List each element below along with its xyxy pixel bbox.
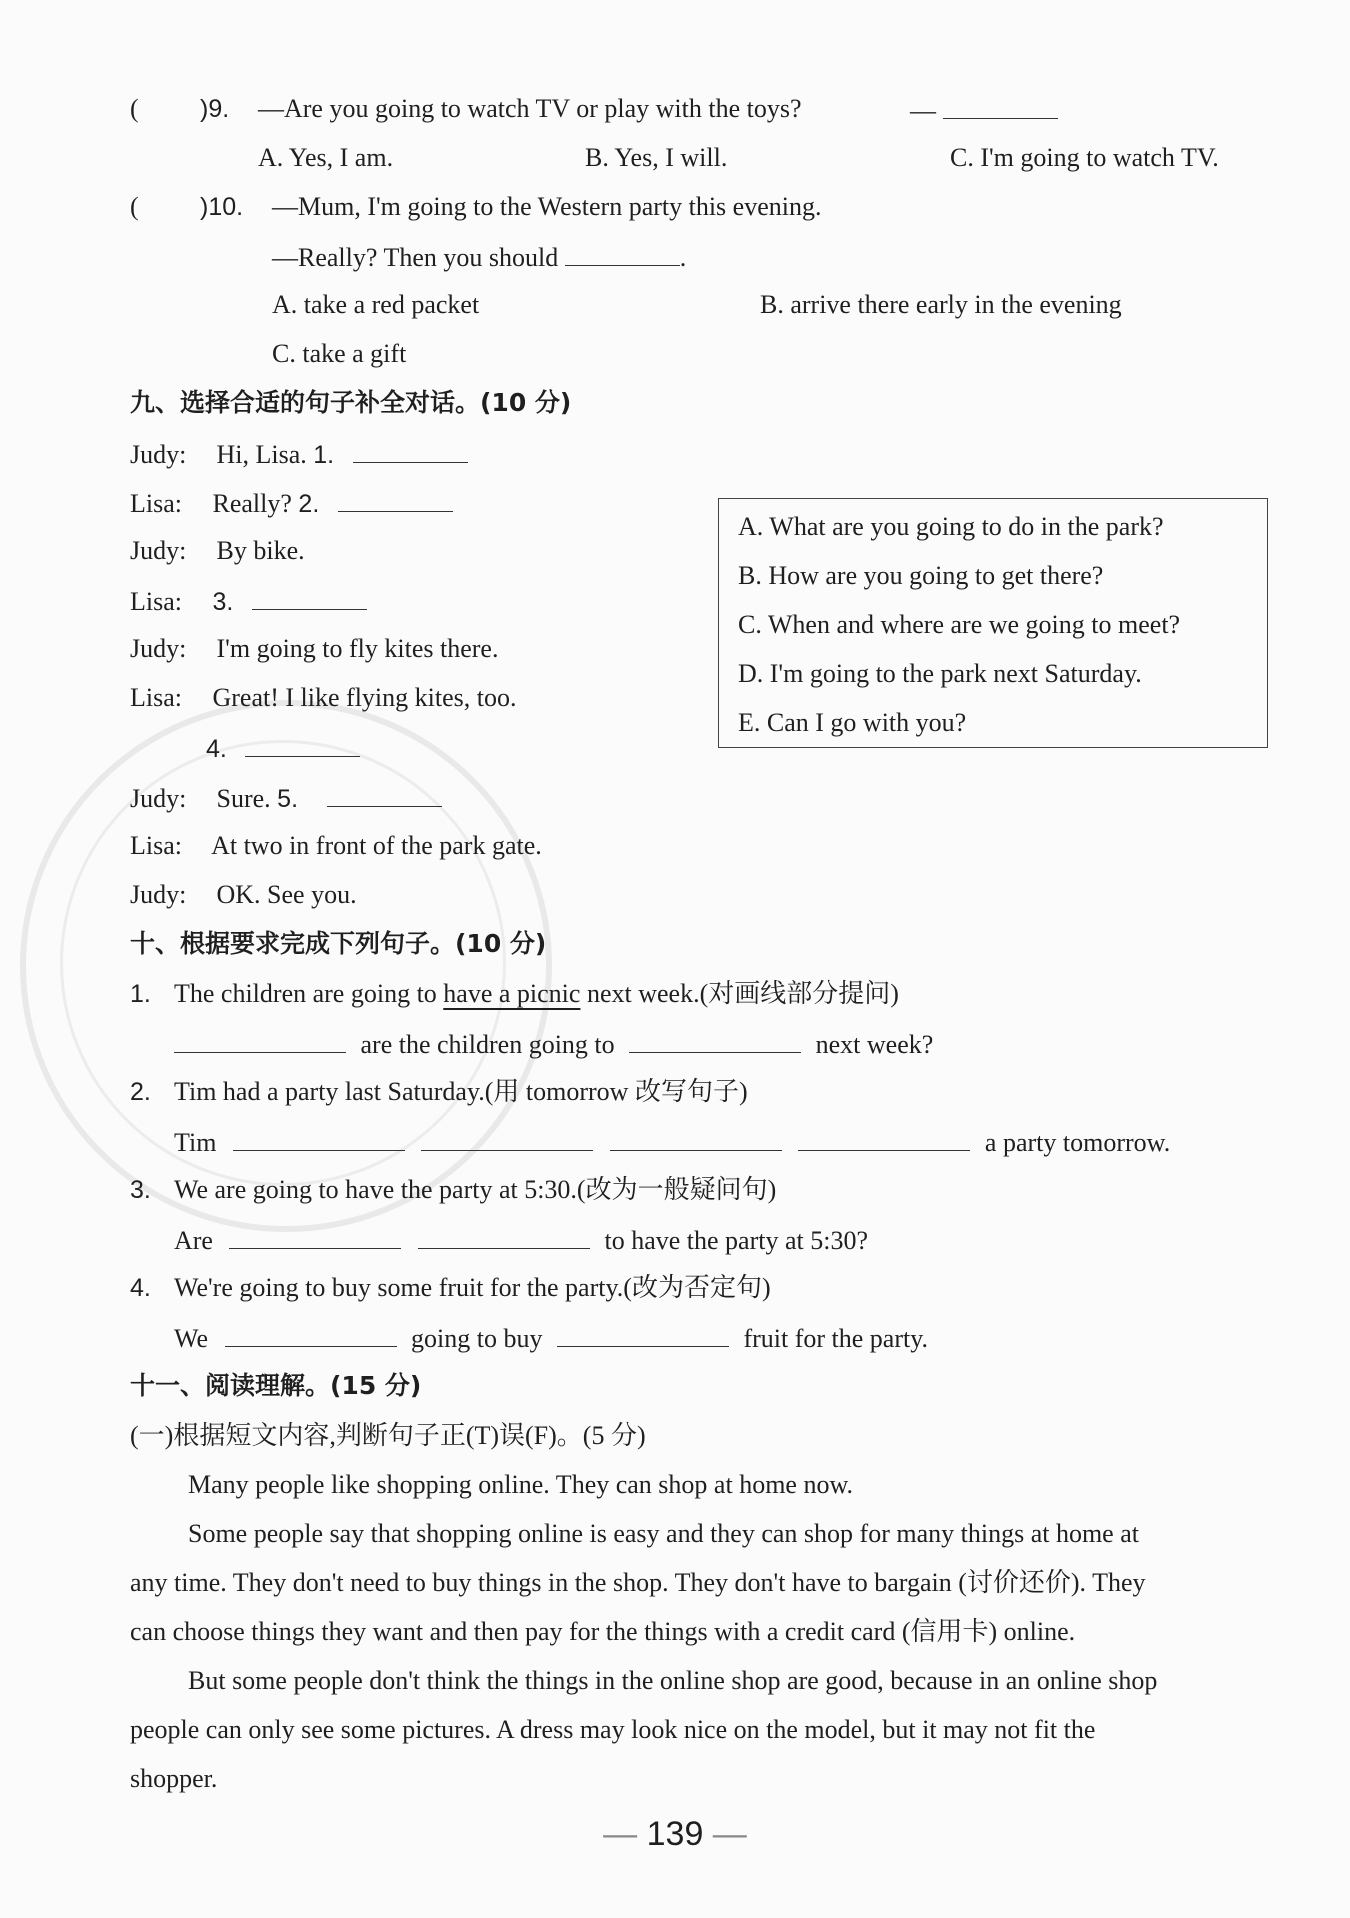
dialog-line-3 [130,534,305,568]
dialog-line-6 [130,681,516,715]
q9-option-c: C. I'm going to watch TV. [950,143,1219,172]
dialog-line-9 [130,829,542,863]
dialog-line-2 [130,485,453,521]
section10-title: 十、根据要求完成下列句子。(10 分) [130,929,547,958]
dialog-text: Hi, Lisa. [216,440,314,469]
answer-text: a party tomorrow. [984,1128,1171,1157]
q10-number: )10. [200,193,244,221]
answer-text: going to buy [411,1324,543,1353]
q1-instruction: next week.(对画线部分提问) [580,979,899,1008]
s10-q1-answer [174,1026,933,1062]
speaker: Lisa: [130,683,182,712]
q10-option-a: A. take a red packet [272,290,480,319]
q9-paren-open: ( [130,94,139,123]
speaker: Judy: [130,880,187,909]
q9-answer-line [910,92,1058,128]
s10-q1 [130,977,899,1011]
passage-p2-l1: Some people say that shopping online is easy and they can shop for many things at home at [188,1519,1139,1548]
passage-p2-l2: any time. They don't need to buy things in the shop. They don't have to bargain (讨价还价). They [130,1568,1146,1597]
q-number: 3. [130,1176,151,1204]
option-d: D. I'm going to the park next Saturday. [738,659,1142,688]
dialog-line-10 [130,878,357,912]
answer-blank[interactable] [229,1222,401,1249]
q3-text: We are going to have the party at 5:30.(改为一般疑问句) [174,1175,777,1204]
answer-blank[interactable] [629,1026,801,1053]
dialog-line-8 [130,780,442,816]
q9-option-a: A. Yes, I am. [258,143,394,172]
speaker: Lisa: [130,489,182,518]
s10-q3-answer [174,1222,868,1258]
dialog-text: Sure. [216,784,278,813]
blank-number: 4. [206,735,227,763]
answer-text: Are [174,1226,213,1255]
q9-number: )9. [200,95,230,123]
speaker: Lisa: [130,587,182,616]
blank-number: 2. [298,490,320,518]
q10-line2 [272,239,686,275]
s10-q4-answer [174,1320,928,1356]
answer-blank[interactable] [418,1222,590,1249]
answer-text: next week? [815,1030,934,1059]
dialog-text: OK. See you. [216,880,357,909]
q4-text: We're going to buy some fruit for the party.(改为否定句) [174,1273,771,1302]
q1-underlined: have a picnic [443,979,581,1008]
s10-q2 [130,1075,748,1109]
dialog-text: I'm going to fly kites there. [216,634,499,663]
dialog-line-7 [206,730,360,766]
answer-blank[interactable] [421,1124,593,1151]
blank-number: 3. [212,588,234,616]
q9-dash: — [910,96,936,125]
dialog-blank-4[interactable] [245,730,360,757]
dialog-blank-3[interactable] [252,583,367,610]
s10-q2-answer [174,1124,1170,1160]
dialog-line-1 [130,436,468,472]
answer-text: fruit for the party. [743,1324,929,1353]
dialog-line-4 [130,583,367,619]
speaker: Judy: [130,536,187,565]
passage-p2-l3: can choose things they want and then pay for the things with a credit card (信用卡) online. [130,1617,1076,1646]
dialog-blank-1[interactable] [353,436,468,463]
passage-p3-l2: people can only see some pictures. A dress may look nice on the model, but it may not fit the [130,1715,1096,1744]
answer-blank[interactable] [225,1320,397,1347]
page-number: — 139 — [603,1815,747,1853]
answer-blank[interactable] [557,1320,729,1347]
passage-p3-l3: shopper. [130,1764,218,1793]
q1-text: The children are going to [174,979,444,1008]
dialog-blank-2[interactable] [338,485,453,512]
section11-subtitle: (一)根据短文内容,判断句子正(T)误(F)。(5 分) [130,1421,646,1450]
q10-line2-text: —Really? Then you should [272,243,559,272]
dialog-text: Really? [212,489,299,518]
q9-option-b: B. Yes, I will. [585,143,728,172]
answer-blank[interactable] [174,1026,346,1053]
q9-answer-blank[interactable] [943,92,1058,119]
blank-number: 1. [313,441,335,469]
q10-answer-blank[interactable] [565,239,680,266]
passage-p3-l1: But some people don't think the things in the online shop are good, because in an online shop [188,1666,1158,1695]
dialog-text: At two in front of the park gate. [211,831,542,860]
answer-text: We [174,1324,208,1353]
passage-p1: Many people like shopping online. They can shop at home now. [188,1470,854,1499]
q10-option-c: C. take a gift [272,339,407,368]
q10-paren-open: ( [130,192,139,221]
speaker: Judy: [130,784,187,813]
s10-q3 [130,1173,776,1207]
answer-text: Tim [174,1128,217,1157]
q-number: 2. [130,1078,151,1106]
section11-title: 十一、阅读理解。(15 分) [130,1371,422,1400]
speaker: Judy: [130,440,187,469]
q-number: 1. [130,980,151,1008]
option-a: A. What are you going to do in the park? [738,512,1164,541]
option-e: E. Can I go with you? [738,708,967,737]
speaker: Lisa: [130,831,182,860]
blank-number: 5. [277,785,299,813]
q9-question: —Are you going to watch TV or play with the toys? [258,94,802,123]
answer-text: to have the party at 5:30? [604,1226,869,1255]
page-number-value: 139 [646,1815,704,1853]
q10-line1: —Mum, I'm going to the Western party this evening. [272,192,822,221]
dialog-text: By bike. [216,536,305,565]
q10-option-b: B. arrive there early in the evening [760,290,1122,319]
answer-blank[interactable] [233,1124,405,1151]
section9-title: 九、选择合适的句子补全对话。(10 分) [130,388,572,417]
dialog-text: Great! I like flying kites, too. [212,683,517,712]
option-c: C. When and where are we going to meet? [738,610,1181,639]
answer-blank[interactable] [798,1124,970,1151]
answer-blank[interactable] [610,1124,782,1151]
option-b: B. How are you going to get there? [738,561,1104,590]
q-number: 4. [130,1274,151,1302]
q2-text: Tim had a party last Saturday.(用 tomorrow 改写句子) [174,1077,748,1106]
q10-period: . [679,243,687,272]
answer-text: are the children going to [360,1030,615,1059]
dialog-line-5 [130,632,498,666]
speaker: Judy: [130,634,187,663]
dialog-blank-5[interactable] [327,780,442,807]
s10-q4 [130,1271,771,1305]
